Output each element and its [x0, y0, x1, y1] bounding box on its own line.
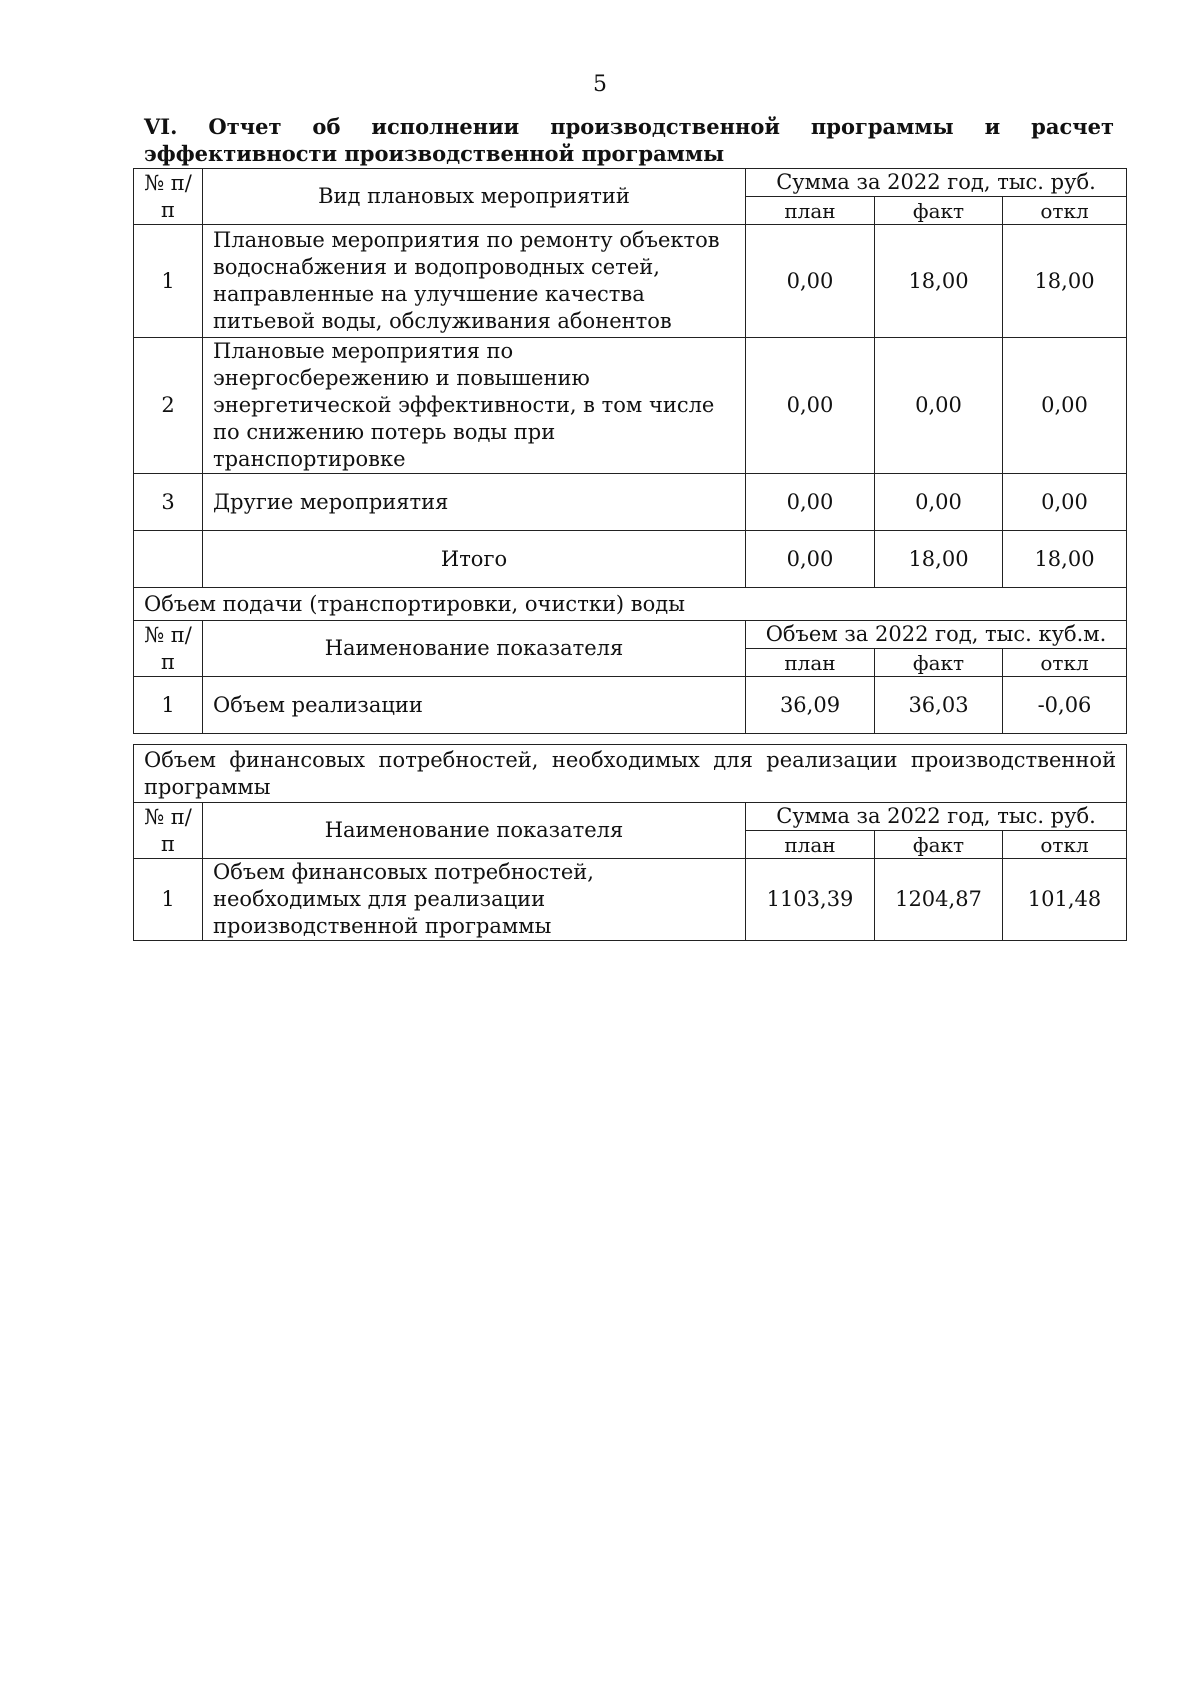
table-row [134, 677, 1127, 734]
row-num: 1 [134, 225, 203, 338]
finance-header-fact: факт [875, 831, 1003, 859]
volume-section-title-row [134, 588, 1127, 621]
finance-header-num: № п/п [134, 803, 203, 859]
volume-header-fact: факт [875, 649, 1003, 677]
table-row [134, 859, 1127, 941]
header-sum-title: Сумма за 2022 год, тыс. руб. [746, 169, 1127, 197]
measures-table [133, 168, 1127, 734]
volume-row-deviation: -0,06 [1003, 677, 1127, 734]
total-plan: 0,00 [746, 531, 875, 588]
volume-header-title: Объем за 2022 год, тыс. куб.м. [746, 621, 1127, 649]
finance-title-row [134, 745, 1127, 803]
row-plan: 0,00 [746, 474, 875, 531]
row-plan: 0,00 [746, 338, 875, 474]
table-row [134, 474, 1127, 531]
volume-section-title: Объем подачи (транспортировки, очистки) воды [134, 588, 1127, 621]
total-label: Итого [203, 531, 746, 588]
table-row [134, 338, 1127, 474]
volume-row-name: Объем реализации [203, 677, 746, 734]
finance-table-title: Объем финансовых потребностей, необходимых для реализации производственной программы [134, 745, 1127, 803]
row-deviation: 0,00 [1003, 474, 1127, 531]
volume-row-plan: 36,09 [746, 677, 875, 734]
finance-row-name: Объем финансовых потребностей, необходимых для реализации производственной программы [203, 859, 746, 941]
row-name: Другие мероприятия [203, 474, 746, 531]
header-measure-type: Вид плановых мероприятий [203, 169, 746, 225]
header-fact: факт [875, 197, 1003, 225]
row-name: Плановые мероприятия по ремонту объектов водоснабжения и водопроводных сетей, направленные на улучшение качества питьевой воды, обслуживания абонентов [203, 225, 746, 338]
page-number: 5 [593, 72, 607, 97]
finance-header-plan: план [746, 831, 875, 859]
finance-table [133, 744, 1127, 941]
row-num: 2 [134, 338, 203, 474]
row-plan: 0,00 [746, 225, 875, 338]
finance-header-sum-title: Сумма за 2022 год, тыс. руб. [746, 803, 1127, 831]
volume-header-plan: план [746, 649, 875, 677]
header-plan: план [746, 197, 875, 225]
volume-header-name: Наименование показателя [203, 621, 746, 677]
row-deviation: 0,00 [1003, 338, 1127, 474]
total-row [134, 531, 1127, 588]
volume-header-deviation: откл [1003, 649, 1127, 677]
volume-header-num: № п/п [134, 621, 203, 677]
row-fact: 0,00 [875, 338, 1003, 474]
finance-row-plan: 1103,39 [746, 859, 875, 941]
row-num: 3 [134, 474, 203, 531]
header-num: № п/п [134, 169, 203, 225]
finance-header-name: Наименование показателя [203, 803, 746, 859]
row-deviation: 18,00 [1003, 225, 1127, 338]
row-fact: 0,00 [875, 474, 1003, 531]
table-row [134, 225, 1127, 338]
finance-row-fact: 1204,87 [875, 859, 1003, 941]
finance-row-num: 1 [134, 859, 203, 941]
finance-header-deviation: откл [1003, 831, 1127, 859]
total-num [134, 531, 203, 588]
row-fact: 18,00 [875, 225, 1003, 338]
volume-row-fact: 36,03 [875, 677, 1003, 734]
finance-header-row [134, 803, 1127, 831]
table-header-row [134, 169, 1127, 197]
total-deviation: 18,00 [1003, 531, 1127, 588]
header-deviation: откл [1003, 197, 1127, 225]
finance-row-deviation: 101,48 [1003, 859, 1127, 941]
volume-header-row [134, 621, 1127, 649]
volume-row-num: 1 [134, 677, 203, 734]
total-fact: 18,00 [875, 531, 1003, 588]
row-name: Плановые мероприятия по энергосбережению и повышению энергетической эффективности, в том числе по снижению потерь воды при транспортировке [203, 338, 746, 474]
section-title: VI. Отчет об исполнении производственной программы и расчет эффективности производственной программы [144, 114, 1114, 166]
